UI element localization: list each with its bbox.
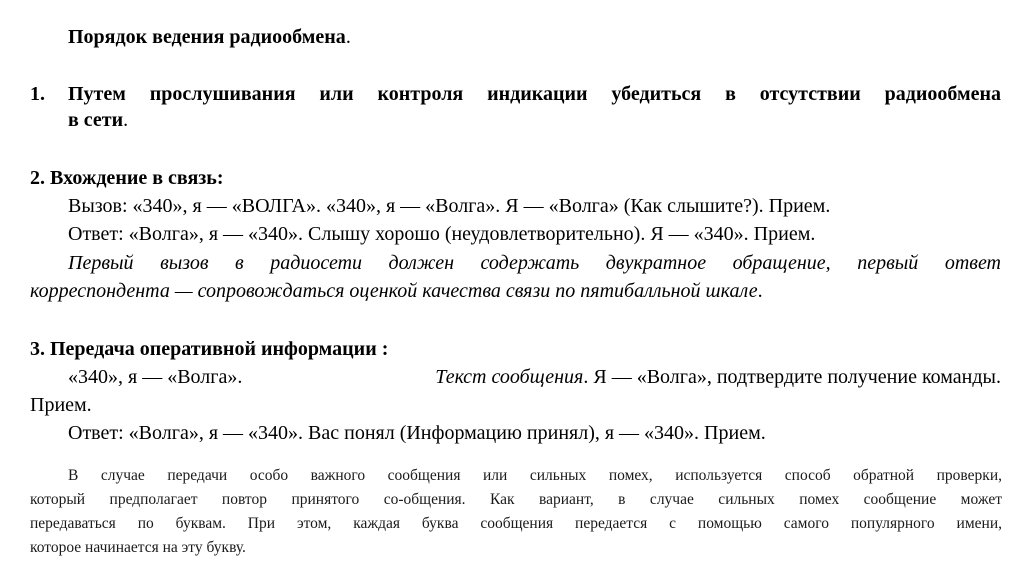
footer-line2: который предполагает повтор принятого со-общения. Как вариант, в случае сильных помех сообщение может [30,491,1002,508]
step1-line2 [68,108,128,132]
step2-note-line2-text: корреспондента — сопровождаться оценкой качества связи по пятибалльной шкале [30,280,758,302]
step2-call: Вызов: «340», я — «ВОЛГА». «340», я — «Волга». Я — «Волга» (Как слышите?). Прием. [68,195,831,217]
title-period: . [345,26,351,48]
step1-number: 1. [30,83,45,105]
step3-msg-italic: Текст сообщения [435,366,584,388]
step2-heading: 2. Вхождение в связь: [30,167,224,189]
step1-period: . [123,109,129,131]
step3-answer: Ответ: «Волга», я — «340». Вас понял (Информацию принял), я — «340». Прием. [68,422,766,444]
step3-msg-end: . Я — «Волга», подтвердите получение команды. [583,366,1001,388]
step3-msg-rest [435,365,1001,389]
step3-heading: 3. Передача оперативной информации : [30,338,389,360]
step3-msg-start: «340», я — «Волга». [68,366,243,388]
step2-note-line2 [30,279,763,303]
step3-message-line1 [68,365,1001,389]
step1-line2-text: в сети [68,109,124,131]
step2-note-line1: Первый вызов в радиосети должен содержать двукратное обращение, первый ответ [68,252,1001,274]
page-title [68,25,351,49]
footer-line4: которое начинается на эту букву. [30,539,246,556]
title-text: Порядок ведения радиообмена [68,26,346,48]
step3-message-line2: Прием. [30,394,92,416]
step2-note-period: . [757,280,763,302]
step2-answer: Ответ: «Волга», я — «340». Слышу хорошо (неудовлетворительно). Я — «340». Прием. [68,223,816,245]
footer-line1: В случае передачи особо важного сообщения или сильных помех, используется способ обратной проверки, [68,467,1002,484]
footer-line3: передаваться по буквам. При этом, каждая буква сообщения передается с помощью самого популярного имени, [30,515,1002,532]
step1-line1: Путем прослушивания или контроля индикации убедиться в отсутствии радиообмена [68,83,1001,105]
